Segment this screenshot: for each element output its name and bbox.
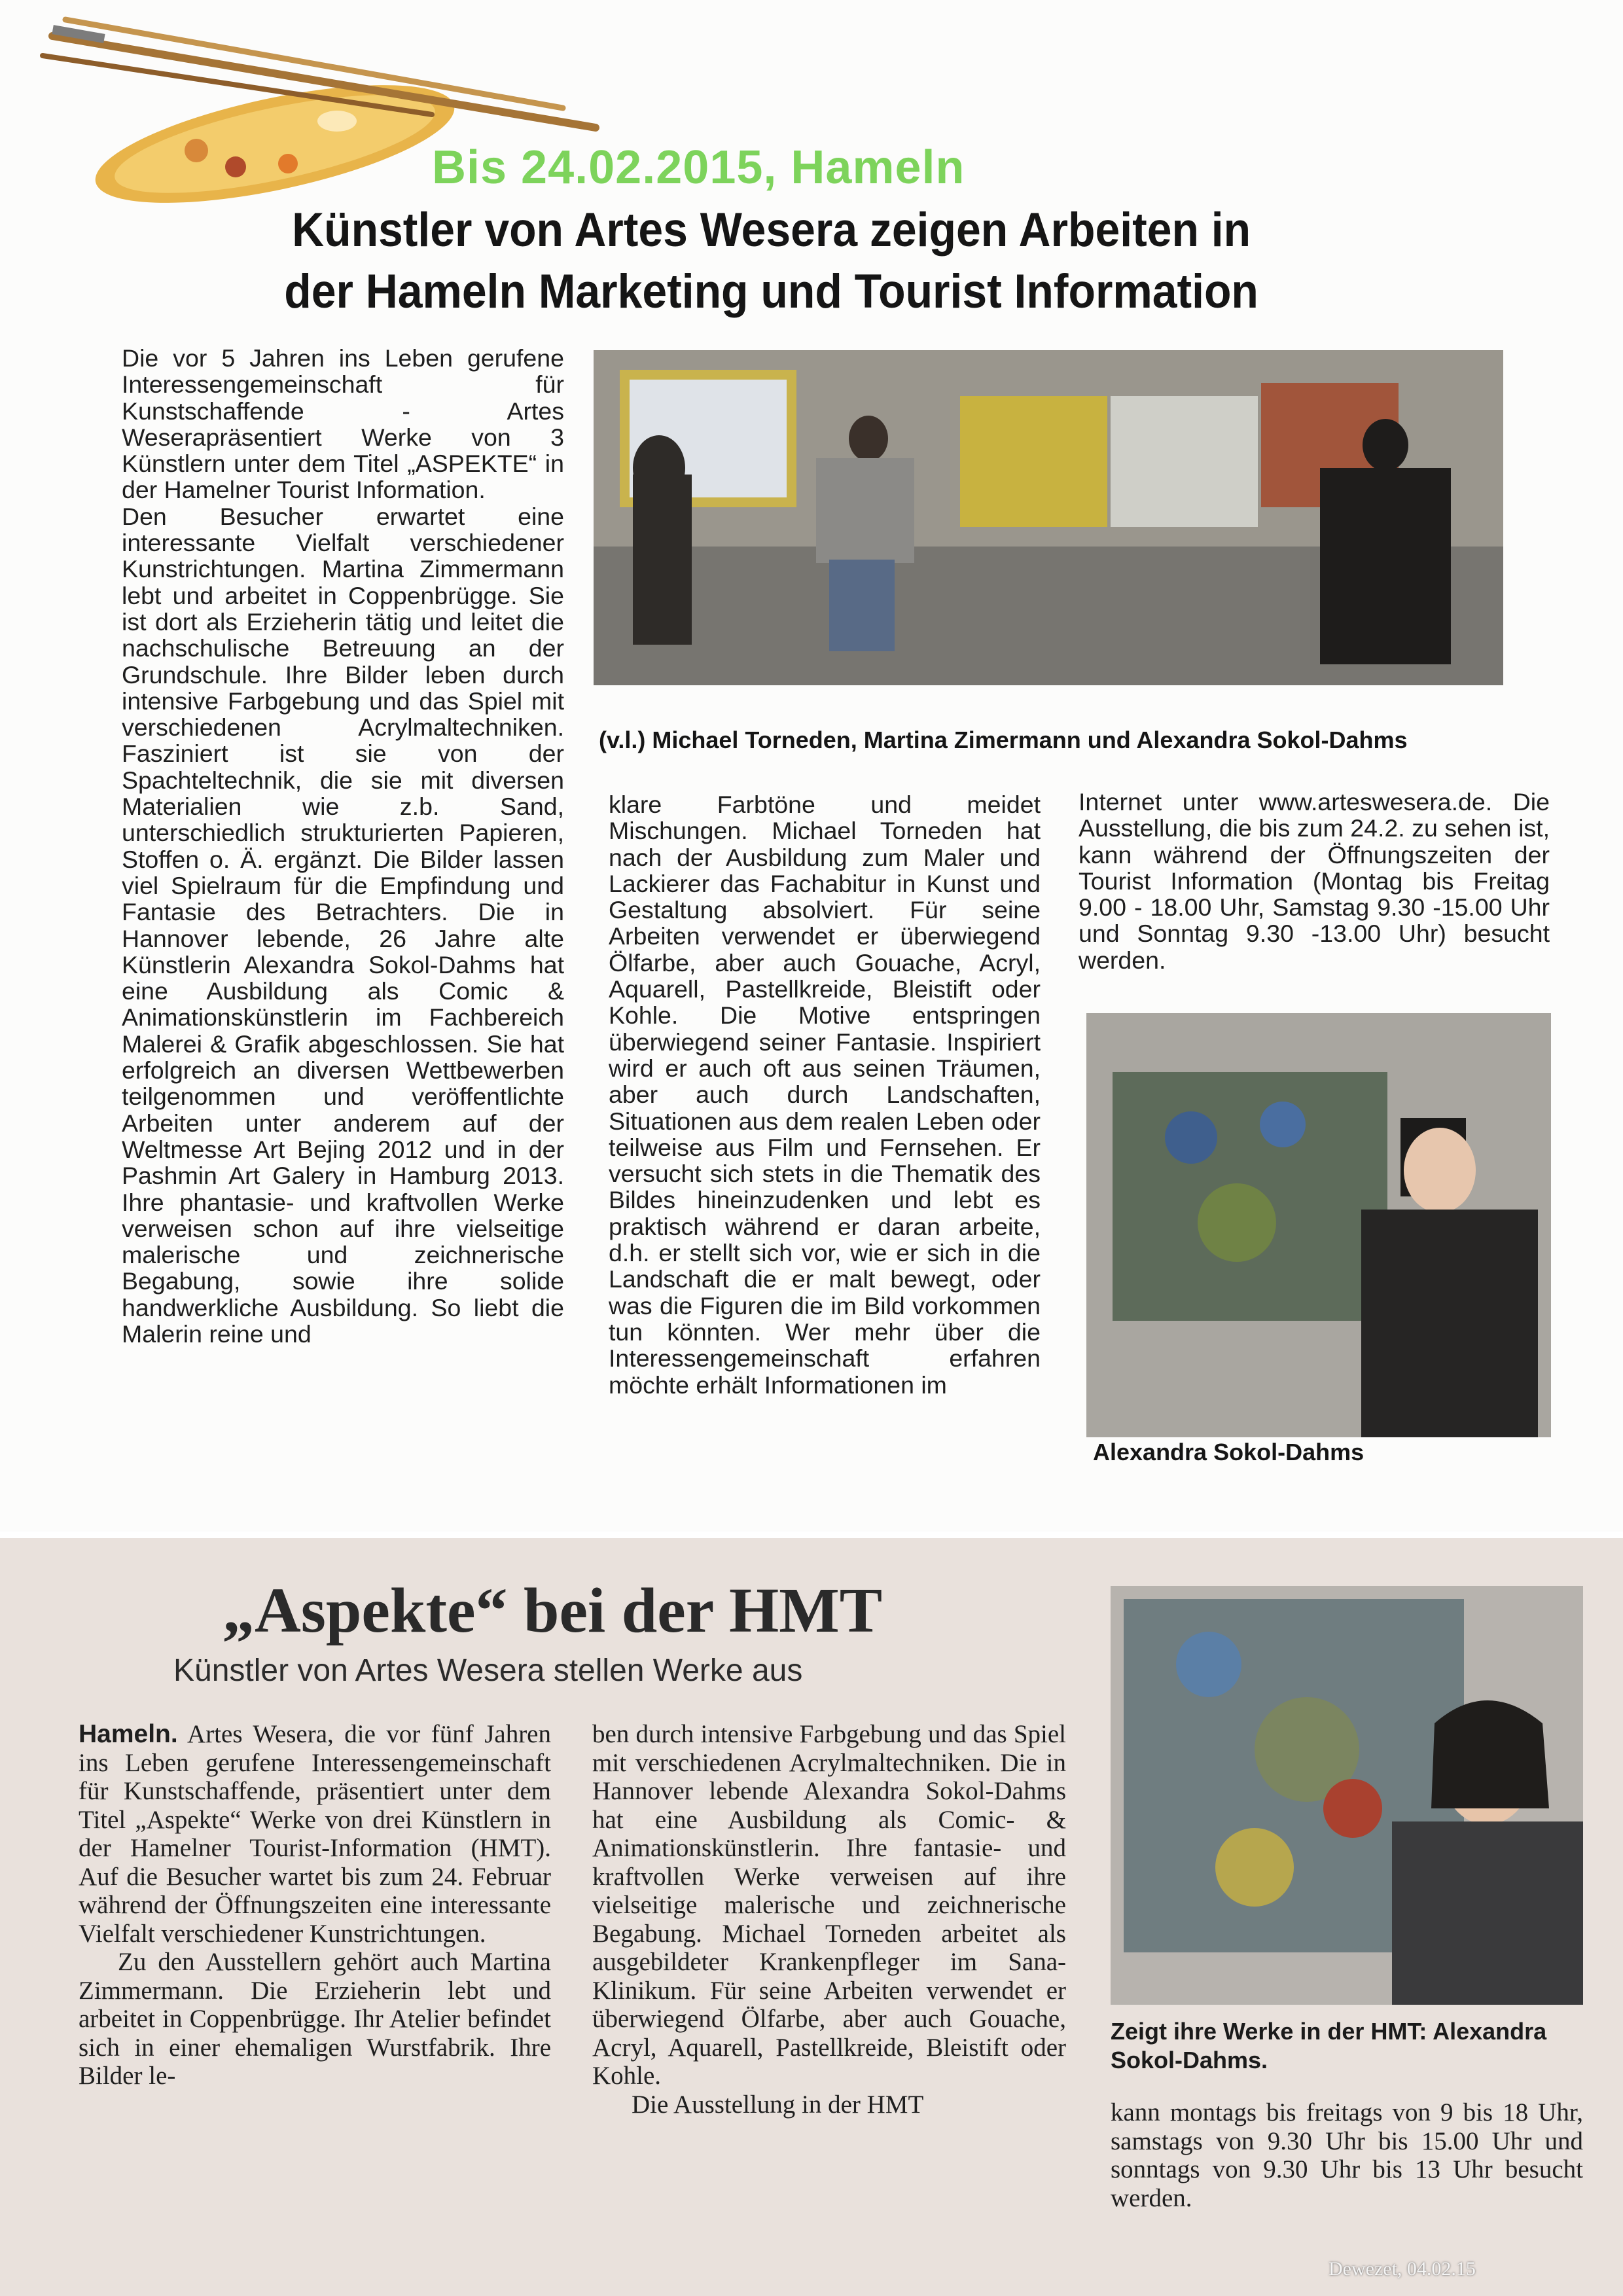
column-1 [79,1720,551,2090]
subheadline: Künstler von Artes Wesera stellen Werke aus [173,1653,803,1688]
photo-caption: Zeigt ihre Werke in der HMT: Alexandra Sokol-Dahms. [1111,2018,1547,2073]
headline-line-1: Künstler von Artes Wesera zeigen Arbeiten in [292,204,1251,257]
paragraph: Die vor 5 Jahren ins Leben gerufene Interessengemeinschaft für Kunstschaffende - Artes Weserapräsentiert Werke von 3 Künstlern unter dem Titel „ASPEKTE“ in der Hamelner Tourist Information. [122,344,564,504]
column-2 [609,791,1041,1398]
paragraph-text: Artes Wesera, die vor fünf Jahren ins Leben gerufene Interessengemeinschaft für Kunstschaffende, präsentiert unter dem Titel „Aspekte“ Werke von drei Künstlern in der Hamelner Tourist-Information (HMT). Auf die Besucher wartet bis zum 24. Februar während der Öffnungszeiten eine interessante Vielfalt verschiedener Kunstrichtungen. [79,1720,551,1948]
paragraph: klare Farbtöne und meidet Mischungen. Michael Torneden hat nach der Ausbildung zum Maler und Lackierer das Fachabitur in Kunst und Gestaltung absolviert. Für seine Arbeiten verwendet er überwiegend Ölfarbe, aber auch Gouache, Acryl, Aquarell, Pastellkreide, Bleistift oder Kohle. Die Motive entspringen überwiegend seiner Fantasie. Inspiriert wird er auch oft aus seinen Träumen, aber auch durch Landschaften, Situationen aus dem realen Leben oder teilweise aus Film und Fernsehen. Er versucht sich stets in die Thematik des Bildes hineinzudenken und lebt es praktisch während er daran arbeite, d.h. er stellt sich vor, wie er sich in die Landschaft die er malt bewegt, oder was die Figuren die im Bild vorkommen tun könnten. Wer mehr über die Interessengemeinschaft erfahren möchte erhält Informationen im [609,791,1041,1399]
artist-photo-image [1086,1013,1551,1437]
date-line: Bis 24.02.2015, Hameln [432,141,965,194]
paragraph: Internet unter www.arteswesera.de. Die Ausstellung, die bis zum 24.2. zu sehen ist, kann während der Öffnungszeiten der Tourist Information (Montag bis Freitag 9.00 - 18.00 Uhr, Samstag 9.30 -15.00 Uhr und Sonntag 9.30 -13.00 Uhr) besucht werden. [1079,788,1550,974]
paragraph: Die Ausstellung in der HMT [632,2090,924,2119]
dateline: Hameln. [79,1720,178,1748]
headline [151,200,1392,323]
artist-photo [1086,1013,1551,1437]
headline-line-2: der Hameln Marketing und Tourist Information [284,265,1258,318]
paragraph: kann montags bis freitags von 9 bis 18 Uhr, samstags von 9.30 Uhr bis 15.00 Uhr und sonntags von 9.30 Uhr bis 13 Uhr besucht werden. [1111,2098,1583,2212]
headline: „Aspekte“ bei der HMT [223,1575,883,1646]
photo-caption: Alexandra Sokol-Dahms [1093,1439,1364,1465]
exhibition-photo [594,350,1503,685]
photo-caption: (v.l.) Michael Torneden, Martina Zimermann und Alexandra Sokol-Dahms [599,726,1408,753]
paragraph [79,1720,551,1948]
paragraph: Zu den Ausstellern gehört auch Martina Zimmermann. Die Erzieherin lebt und arbeitet in Coppenbrügge. Ihr Atelier befindet sich in einer ehemaligen Wurstfabrik. Ihre Bilder le- [79,1948,551,2090]
artist-photo [1111,1586,1583,2005]
column-3 [1079,789,1550,973]
source-label: Dewezet, 04.02.15 [1329,2258,1476,2280]
paragraph: Den Besucher erwartet eine interessante Vielfalt verschiedener Kunstrichtungen. Martina Zimmermann lebt und arbeitet in Coppenbrügge. Sie ist dort als Erzieherin tätig und leitet die nachschulische Betreuung an der Grundschule. Ihre Bilder leben durch intensive Farbgebung und das Spiel mit verschiedenen Acrylmaltechniken. Fasziniert ist sie von der Spachteltechnik, die sie mit diversen Materialien wie z.b. Sand, unterschiedlich strukturierten Papieren, Stoffen o. Ä. ergänzt. Die Bilder lassen viel Spielraum für die Empfindung und Fantasie des Betrachters. Die in Hannover lebende, 26 Jahre alte Künstlerin Alexandra Sokol-Dahms hat eine Ausbildung als Comic & Animationskünstlerin im Fachbereich Malerei & Grafik abgeschlossen. Sie hat erfolgreich an diversen Wettbewerben teilgenommen und veröffentlichte Arbeiten unter anderem auf der Weltmesse Art Bejing 2012 und in der Pashmin Art Galery in Hamburg 2013. Ihre phantasie- und kraftvollen Werke verweisen schon auf ihre vielseitige malerische und zeichnerische Begabung, sowie ihre solide handwerkliche Ausbildung. So liebt die Malerin reine und [122,502,564,1348]
column-1 [122,345,564,1347]
column-3 [1111,2098,1583,2212]
column-2 [592,1720,1066,2119]
exhibition-photo-image [594,350,1503,685]
paragraph: ben durch intensive Farbgebung und das Spiel mit verschiedenen Acrylmaltechniken. Die in Hannover lebende Alexandra Sokol-Dahms hat eine Ausbildung als Comic- & Animationskünstlerin. Ihre fantasie- und kraftvollen Werke verweisen auf ihre vielseitige malerische und zeichnerische Begabung. Michael Torneden arbeitet als ausgebildeter Krankenpfleger im Sana-Klinikum. Für seine Arbeiten verwendet er überwiegend Ölfarbe, aber auch Gouache, Acryl, Aquarell, Pastellkreide, Bleistift oder Kohle. [592,1720,1066,2090]
artist-photo-image [1111,1586,1583,2005]
